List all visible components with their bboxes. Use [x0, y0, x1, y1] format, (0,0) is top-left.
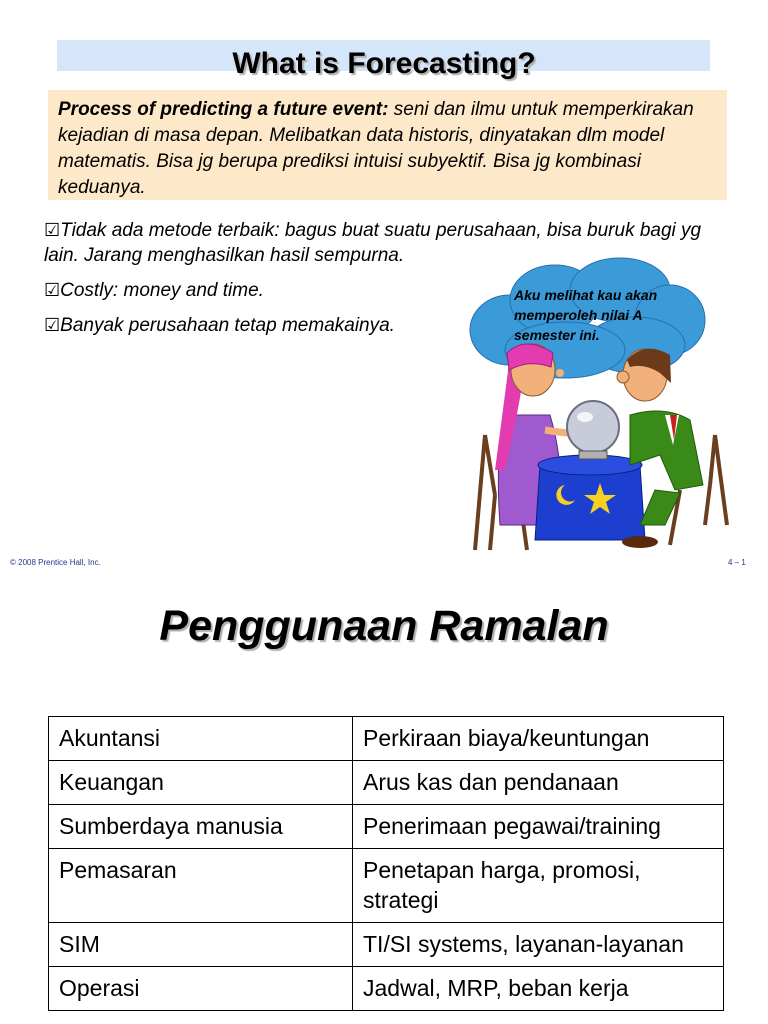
- copyright-footer: © 2008 Prentice Hall, Inc.: [10, 558, 101, 567]
- table-cell: Arus kas dan pendanaan: [353, 761, 724, 805]
- bullet-item: [44, 278, 464, 303]
- table-cell: Penerimaan pegawai/training: [353, 805, 724, 849]
- table-cell: SIM: [49, 923, 353, 967]
- table-icon: [535, 455, 645, 540]
- table-cell: Akuntansi: [49, 717, 353, 761]
- table-row: [49, 761, 724, 805]
- bullet-text: Banyak perusahaan tetap memakainya.: [60, 315, 395, 336]
- table-cell: Penetapan harga, promosi, strategi: [353, 849, 724, 923]
- table-row: [49, 717, 724, 761]
- table-cell: Perkiraan biaya/keuntungan: [353, 717, 724, 761]
- table-row: [49, 967, 724, 1011]
- checkbox-icon: ☑: [44, 280, 61, 300]
- definition-text: seni dan ilmu untuk memperkirakan kejadian di masa depan. Melibatkan data historis, dinyatakan dlm model matematis. Bisa jg berupa prediksi intuisi subyektif. Bisa jg kombinasi keduanya.: [58, 99, 694, 198]
- slide-title: What is Forecasting?: [232, 47, 536, 80]
- table-cell: Pemasaran: [49, 849, 353, 923]
- definition-box: [48, 90, 727, 200]
- table-cell: Operasi: [49, 967, 353, 1011]
- table-row: [49, 849, 724, 923]
- definition-lead: Process of predicting a future event:: [58, 99, 389, 120]
- thought-cloud-text: Aku melihat kau akan memperoleh nilai A semester ini.: [514, 287, 658, 343]
- bullet-item: [44, 313, 464, 338]
- bullet-text: Costly: money and time.: [60, 280, 264, 301]
- uses-table: [48, 716, 724, 1011]
- checkbox-icon: ☑: [44, 220, 61, 240]
- table-cell: Sumberdaya manusia: [49, 805, 353, 849]
- table-cell: Keuangan: [49, 761, 353, 805]
- table-cell: Jadwal, MRP, beban kerja: [353, 967, 724, 1011]
- checkbox-icon: ☑: [44, 315, 61, 335]
- table-row: [49, 805, 724, 849]
- crystal-ball-icon: [567, 401, 619, 459]
- slide-title: Penggunaan Ramalan: [159, 602, 609, 650]
- slide-penggunaan-ramalan: [0, 577, 768, 1024]
- bullet-text: Tidak ada metode terbaik: bagus buat suatu perusahaan, bisa buruk bagi yg lain. Jarang menghasilkan hasil sempurna.: [44, 220, 702, 266]
- slide-number: 4 – 1: [728, 558, 746, 567]
- table-row: [49, 923, 724, 967]
- table-cell: TI/SI systems, layanan-layanan: [353, 923, 724, 967]
